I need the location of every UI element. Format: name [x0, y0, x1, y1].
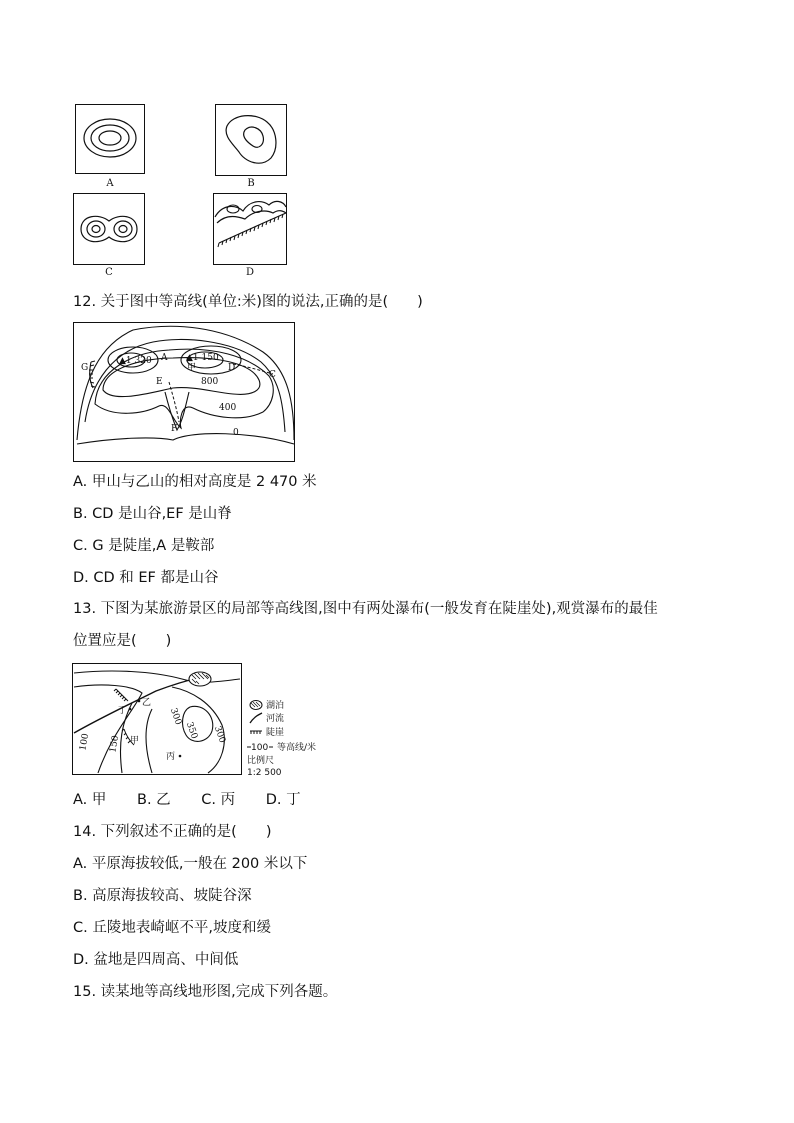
q13-legend-scale-label: 比例尺	[247, 756, 275, 766]
figure-a	[75, 104, 145, 174]
q12-contour-map	[73, 322, 295, 462]
q13-label-yi: 乙	[142, 698, 152, 708]
figure-d	[213, 193, 287, 265]
q14-option-a[interactable]: A. 平原海拔较低,一般在 200 米以下	[73, 856, 308, 872]
q12-label-0: 0	[233, 428, 239, 438]
q13-label-ding: 丁	[118, 706, 128, 716]
q13-label-bing: 丙	[166, 752, 176, 762]
q13-legend-contour-sample: 100	[251, 743, 269, 753]
q13-option-a[interactable]: A. 甲	[73, 792, 107, 808]
q14-option-b[interactable]: B. 高原海拔较高、坡陡谷深	[73, 888, 252, 904]
q12-label-400: 400	[219, 403, 237, 413]
figure-a-caption: A	[106, 178, 114, 189]
q12-label-jia: 甲	[187, 363, 197, 373]
figure-c-caption: C	[105, 267, 113, 278]
q14-option-d[interactable]: D. 盆地是四周高、中间低	[73, 952, 239, 968]
q13-legend-cliff: 陡崖	[266, 728, 285, 738]
q13-stem-line2: 位置应是( )	[73, 633, 172, 649]
q15-stem: 15. 读某地等高线地形图,完成下列各题。	[73, 984, 338, 1000]
q13-label-jia: 甲	[130, 736, 140, 746]
figure-c	[73, 193, 145, 265]
q12-stem: 12. 关于图中等高线(单位:米)图的说法,正确的是( )	[73, 294, 423, 310]
q12-peak1-label: ▲1 320	[119, 356, 152, 366]
q12-option-a[interactable]: A. 甲山与乙山的相对高度是 2 470 米	[73, 474, 317, 490]
figure-b	[215, 104, 287, 176]
q13-label-300a: 300	[167, 706, 184, 727]
q12-label-e: E	[156, 377, 163, 387]
q13-legend	[247, 699, 316, 778]
q13-legend-scale-value: 1:2 500	[247, 768, 282, 778]
q13-label-350: 350	[183, 720, 200, 741]
q13-options	[73, 790, 327, 810]
q13-stem-line1: 13. 下图为某旅游景区的局部等高线图,图中有两处瀑布(一般发育在陡崖处),观赏瀑布的最佳	[73, 601, 658, 617]
q14-option-c[interactable]: C. 丘陵地表崎岖不平,坡度和缓	[73, 920, 271, 936]
q12-peak2-label: ▲1 150	[186, 353, 219, 363]
q14-stem: 14. 下列叙述不正确的是( )	[73, 824, 272, 840]
q13-legend-lake: 湖泊	[266, 701, 285, 711]
q13-contour-map	[72, 663, 332, 779]
q13-option-b[interactable]: B. 乙	[137, 792, 171, 808]
q12-label-c: C	[269, 370, 276, 380]
q12-label-g: G	[81, 363, 89, 373]
q12-label-a: A	[161, 353, 168, 363]
figure-d-caption: D	[245, 267, 255, 278]
q12-option-d[interactable]: D. CD 和 EF 都是山谷	[73, 570, 219, 586]
q12-label-d: D	[228, 363, 236, 373]
q12-option-b[interactable]: B. CD 是山谷,EF 是山脊	[73, 506, 232, 522]
q12-label-800: 800	[201, 377, 219, 387]
q13-label-300b: 300	[211, 724, 228, 745]
q12-option-c[interactable]: C. G 是陡崖,A 是鞍部	[73, 538, 215, 554]
q13-label-150: 150	[108, 734, 122, 754]
q12-label-f: F	[171, 424, 178, 434]
q13-label-100: 100	[78, 732, 92, 752]
q13-legend-river: 河流	[266, 714, 285, 724]
q13-option-c[interactable]: C. 丙	[201, 792, 236, 808]
q13-option-d[interactable]: D. 丁	[265, 792, 301, 808]
q13-legend-contour: 等高线/米	[277, 743, 317, 753]
figure-b-caption: B	[247, 178, 255, 189]
